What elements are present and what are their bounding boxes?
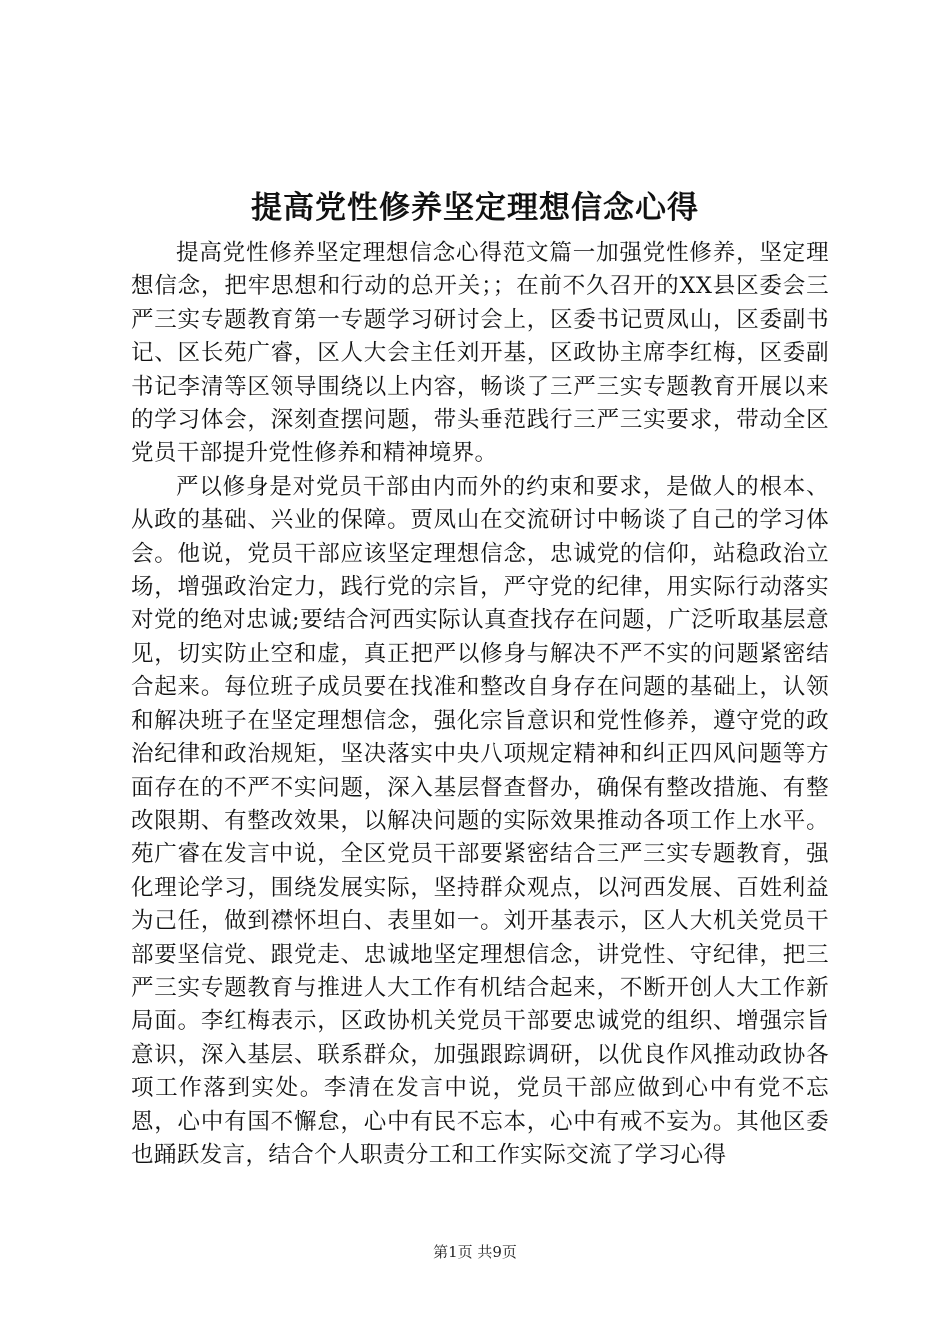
document-title: 提高党性修养坚定理想信念心得 [251, 190, 699, 226]
paragraph-1: 提高党性修养坚定理想信念心得范文篇一加强党性修养，坚定理想信念，把牢思想和行动的总开关；；在前不久召开的XX县区委会三严三实专题教育第一专题学习研讨会上，区委书记贾凤山，区委副书记、区长苑广睿，区人大会主任刘开基，区政协主席李红梅，区委副书记李清等区领导围绕以上内容，畅谈了三严三实专题教育开展以来的学习体会，深刻查摆问题，带头垂范践行三严三实要求，带动全区党员干部提升党性修养和精神境界。 [131, 240, 829, 467]
paragraph-2: 严以修身是对党员干部由内而外的约束和要求，是做人的根本、从政的基础、兴业的保障。贾凤山在交流研讨中畅谈了自己的学习体会。他说，党员干部应该坚定理想信念，忠诚党的信仰，站稳政治立场，增强政治定力，践行党的宗旨，严守党的纪律，用实际行动落实对党的绝对忠诚;要结合河西实际认真查找存在问题，广泛听取基层意见，切实防止空和虚，真正把严以修身与解决不严不实的问题紧密结合起来。每位班子成员要在找准和整改自身存在问题的基础上，认领和解决班子在坚定理想信念，强化宗旨意识和党性修养，遵守党的政治纪律和政治规矩，坚决落实中央八项规定精神和纠正四风问题等方面存在的不严不实问题，深入基层督查督办，确保有整改措施、有整改限期、有整改效果，以解决问题的实际效果推动各项工作上水平。苑广睿在发言中说，全区党员干部要紧密结合三严三实专题教育，强化理论学习，围绕发展实际，坚持群众观点，以河西发展、百姓利益为己任，做到襟怀坦白、表里如一。刘开基表示，区人大机关党员干部要坚信党、跟党走、忠诚地坚定理想信念，讲党性、守纪律，把三严三实专题教育与推进人大工作有机结合起来，不断开创人大工作新局面。李红梅表示，区政协机关党员干部要忠诚党的组织、增强宗旨意识，深入基层、联系群众，加强跟踪调研，以优良作风推动政协各项工作落到实处。李清在发言中说，党员干部应做到心中有党不忘恩，心中有国不懈怠，心中有民不忘本，心中有戒不妄为。其他区委也踊跃发言，结合个人职责分工和工作实际交流了学习心得 [131, 473, 829, 1168]
page-number-footer: 第1页 共9页 [433, 1243, 517, 1261]
document-body [131, 237, 829, 1172]
